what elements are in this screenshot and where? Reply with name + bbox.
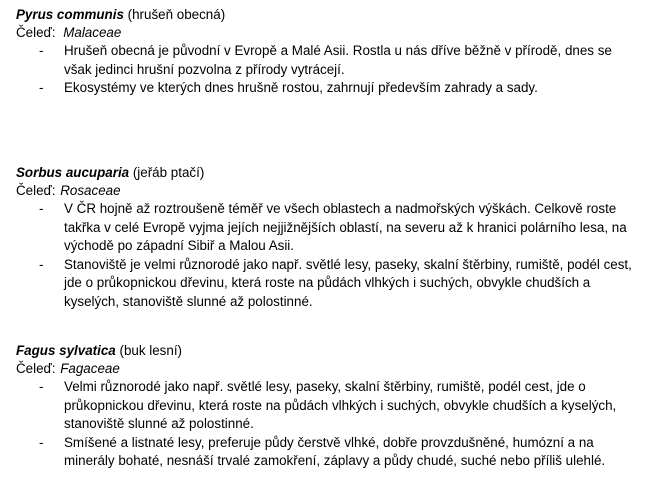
- family-line: [16, 182, 641, 200]
- species-latin-name: Sorbus aucuparia: [16, 165, 130, 180]
- list-item-text: Velmi různorodé jako např. světlé lesy, paseky, skalní štěrbiny, rumiště, podél cest, jde o průkopnickou dřevinu, která roste na půdách vlhkých i suchých, obvykle chudších a kyselých, stanoviště slunné až polostinné.: [64, 379, 617, 431]
- family-label: Čeleď:: [16, 25, 56, 40]
- dash-bullet: -: [39, 80, 44, 95]
- list-item: [16, 378, 641, 434]
- species-common-name: (jeřáb ptačí): [132, 165, 205, 180]
- species-heading: [16, 342, 641, 360]
- species-section-pyrus: [16, 6, 641, 98]
- list-item: [16, 256, 641, 312]
- bullet-list: [16, 200, 641, 311]
- species-heading: [16, 164, 641, 182]
- species-section-fagus: [16, 342, 641, 471]
- family-name: Rosaceae: [60, 183, 121, 198]
- list-item-text: Ekosystémy ve kterých dnes hrušně rostou, zahrnují především zahrady a sady.: [64, 80, 538, 95]
- family-name: Fagaceae: [60, 361, 120, 376]
- species-section-sorbus: [16, 164, 641, 311]
- bullet-list: [16, 42, 641, 98]
- family-line: [16, 24, 641, 42]
- family-label: Čeleď:: [16, 361, 56, 376]
- list-item-text: Stanoviště je velmi různorodé jako např. světlé lesy, paseky, skalní štěrbiny, rumiště, podél cest, jde o průkopnickou dřevinu, která roste na půdách vlhkých i suchých, obvykle chudších a kyselých, stanoviště slunné až polostinné.: [64, 256, 632, 309]
- family-name: Malaceae: [63, 25, 122, 40]
- bullet-list: [16, 378, 641, 471]
- dash-bullet: -: [39, 201, 44, 216]
- species-latin-name: Fagus sylvatica: [16, 343, 116, 358]
- list-item: [16, 200, 641, 256]
- dash-bullet: -: [39, 256, 44, 272]
- species-latin-name: Pyrus communis: [16, 7, 124, 22]
- list-item-text: Hrušeň obecná je původní v Evropě a Malé Asii. Rostla u nás dříve běžně v přírodě, dnes se však jedinci hrušní pozvolna z přírody vytrácejí.: [64, 43, 612, 77]
- species-common-name: (hrušeň obecná): [127, 7, 226, 22]
- list-item-text: V ČR hojně až roztroušeně téměř ve všech oblastech a nadmořských výškách. Celkově roste takřka v celé Evropě vyjma jejích nejjižnějších oblastí, na severu až k hranici polárního lesa, na východě po západní Sibiř a Malou Asii.: [64, 201, 627, 253]
- family-label: Čeleď:: [16, 183, 56, 198]
- dash-bullet: -: [39, 434, 44, 450]
- species-common-name: (buk lesní): [119, 343, 182, 358]
- dash-bullet: -: [39, 379, 44, 394]
- species-heading: [16, 6, 641, 24]
- list-item: [16, 79, 641, 98]
- dash-bullet: -: [39, 43, 44, 58]
- list-item-text: Smíšené a listnaté lesy, preferuje půdy čerstvě vlhké, dobře provzdušněné, humózní a na minerály bohaté, nesnáší trvalé zamokření, záplavy a půdy chudé, suché nebo příliš ulehlé.: [64, 434, 606, 468]
- family-line: [16, 360, 641, 378]
- list-item: [16, 434, 641, 471]
- list-item: [16, 42, 641, 79]
